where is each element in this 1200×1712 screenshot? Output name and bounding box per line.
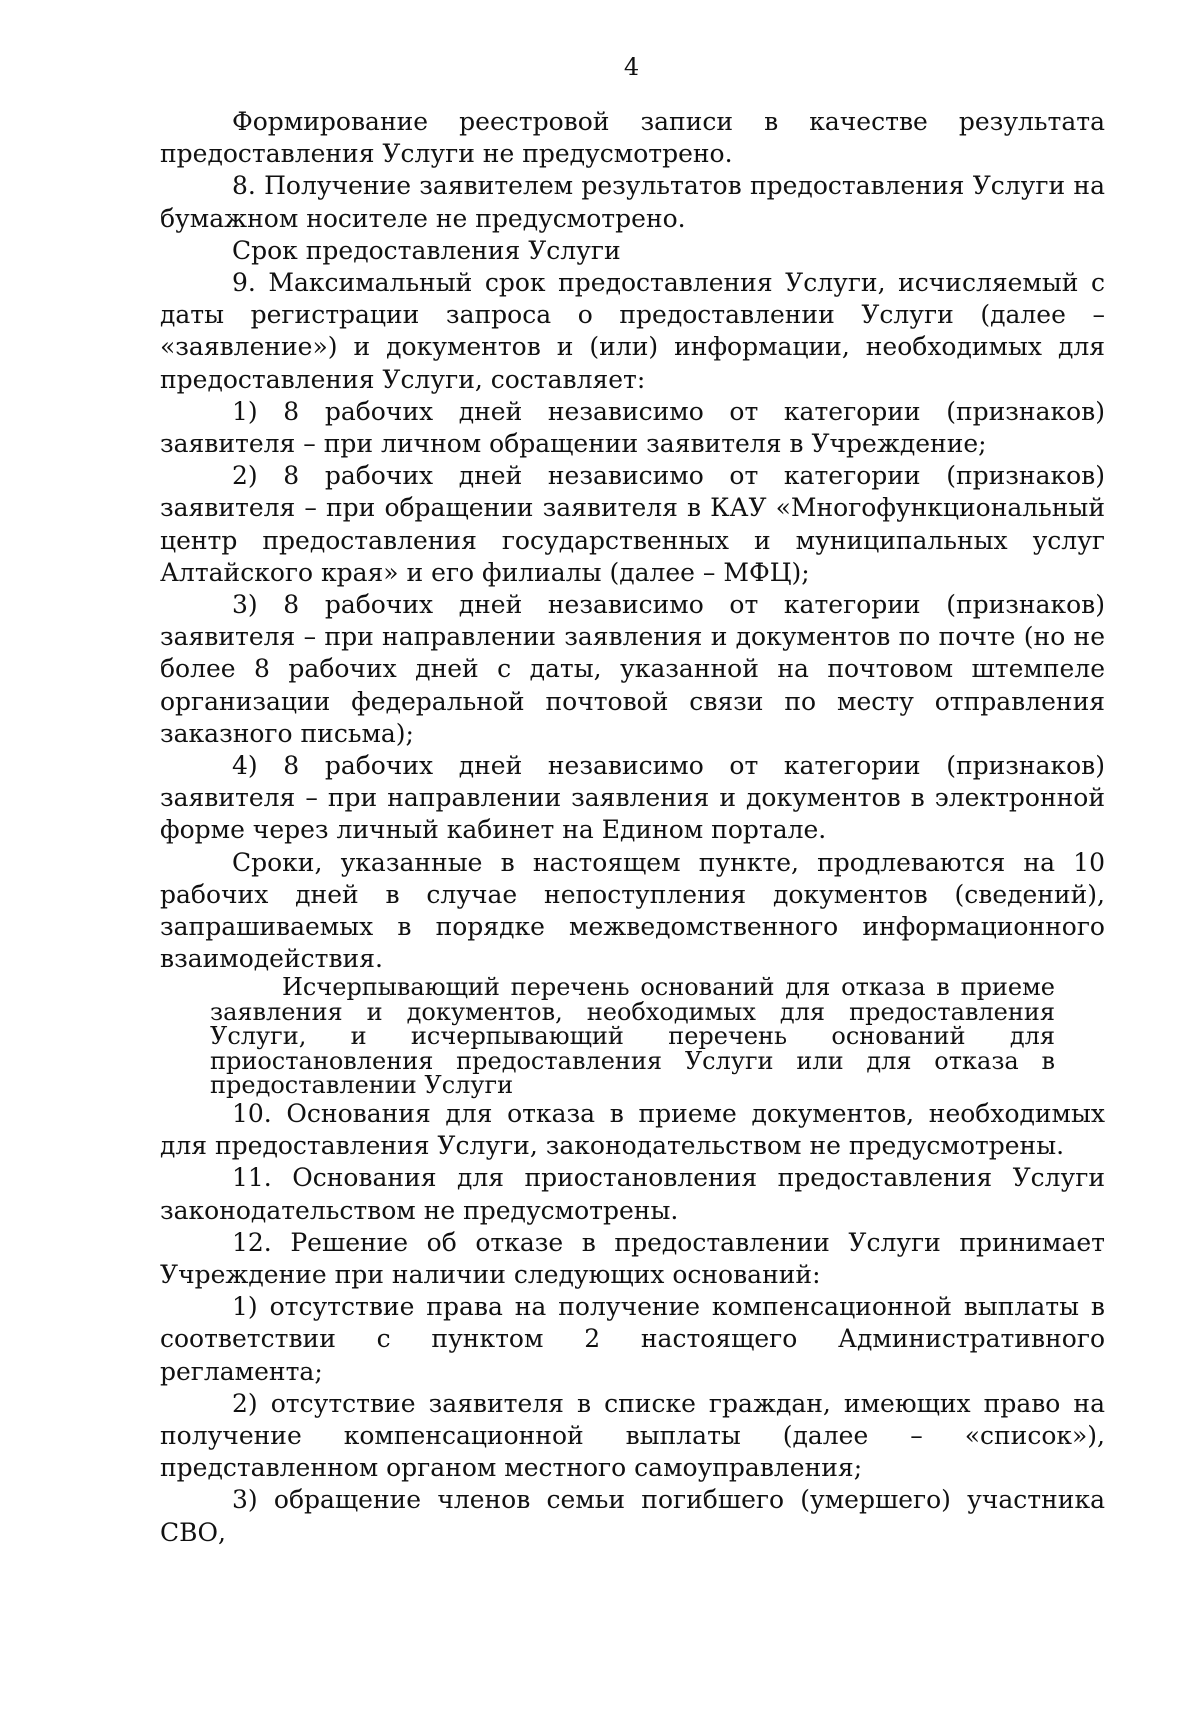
paragraph-9-item-1: 1) 8 рабочих дней независимо от категории (признаков) заявителя – при личном обращении заявителя в Учреждение;: [160, 396, 1105, 459]
paragraph-8: 8. Получение заявителем результатов предоставления Услуги на бумажном носителе не предусмотрено.: [160, 171, 1105, 233]
paragraph-11: 11. Основания для приостановления предоставления Услуги законодательством не предусмотрены.: [160, 1163, 1105, 1225]
document-body: [160, 106, 1105, 1549]
paragraph-12-item-1: 1) отсутствие права на получение компенсационной выплаты в соответствии с пунктом 2 настоящего Административного регламента;: [160, 1292, 1105, 1386]
paragraph-12-item-3: 3) обращение членов семьи погибшего (умершего) участника СВО,: [160, 1485, 1105, 1547]
paragraph-9-item-4: 4) 8 рабочих дней независимо от категории (признаков) заявителя – при направлении заявления и документов в электронной форме через личный кабинет на Едином портале.: [160, 751, 1105, 845]
paragraph-9: 9. Максимальный срок предоставления Услуги, исчисляемый с даты регистрации запроса о предоставлении Услуги (далее – «заявление») и документов и (или) информации, необходимых для предоставления Услуги, составляет:: [160, 268, 1105, 394]
paragraph-9-item-2: 2) 8 рабочих дней независимо от категории (признаков) заявителя – при обращении заявителя в КАУ «Многофункциональный центр предоставления государственных и муниципальных услуг Алтайского края» и его филиалы (далее – МФЦ);: [160, 461, 1105, 587]
page-number: 4: [623, 53, 640, 81]
paragraph-9-extension: Сроки, указанные в настоящем пункте, продлеваются на 10 рабочих дней в случае непоступления документов (сведений), запрашиваемых в порядке межведомственного информационного взаимодействия.: [160, 847, 1105, 974]
paragraph-12-item-2: 2) отсутствие заявителя в списке граждан, имеющих право на получение компенсационной выплаты (далее – «список»), представленном органом местного самоуправления;: [160, 1388, 1105, 1483]
section-heading-refusal-grounds: Исчерпывающий перечень оснований для отказа в приеме заявления и документов, необходимых для предоставления Услуги, и исчерпывающий перечень оснований для приостановления предоставления Услуги или для отказа в предоставлении Услуги: [210, 973, 1055, 1100]
paragraph-12: 12. Решение об отказе в предоставлении Услуги принимает Учреждение при наличии следующих оснований:: [160, 1227, 1105, 1289]
section-heading-term: Срок предоставления Услуги: [232, 235, 621, 265]
paragraph-10: 10. Основания для отказа в приеме документов, необходимых для предоставления Услуги, законодательством не предусмотрены.: [160, 1098, 1105, 1161]
paragraph-9-item-3: 3) 8 рабочих дней независимо от категории (признаков) заявителя – при направлении заявления и документов по почте (но не более 8 рабочих дней с даты, указанной на почтовом штемпеле организации федеральной почтовой связи по месту отправления заказного письма);: [160, 590, 1105, 748]
paragraph-registry-record: Формирование реестровой записи в качестве результата предоставления Услуги не предусмотрено.: [160, 107, 1105, 169]
